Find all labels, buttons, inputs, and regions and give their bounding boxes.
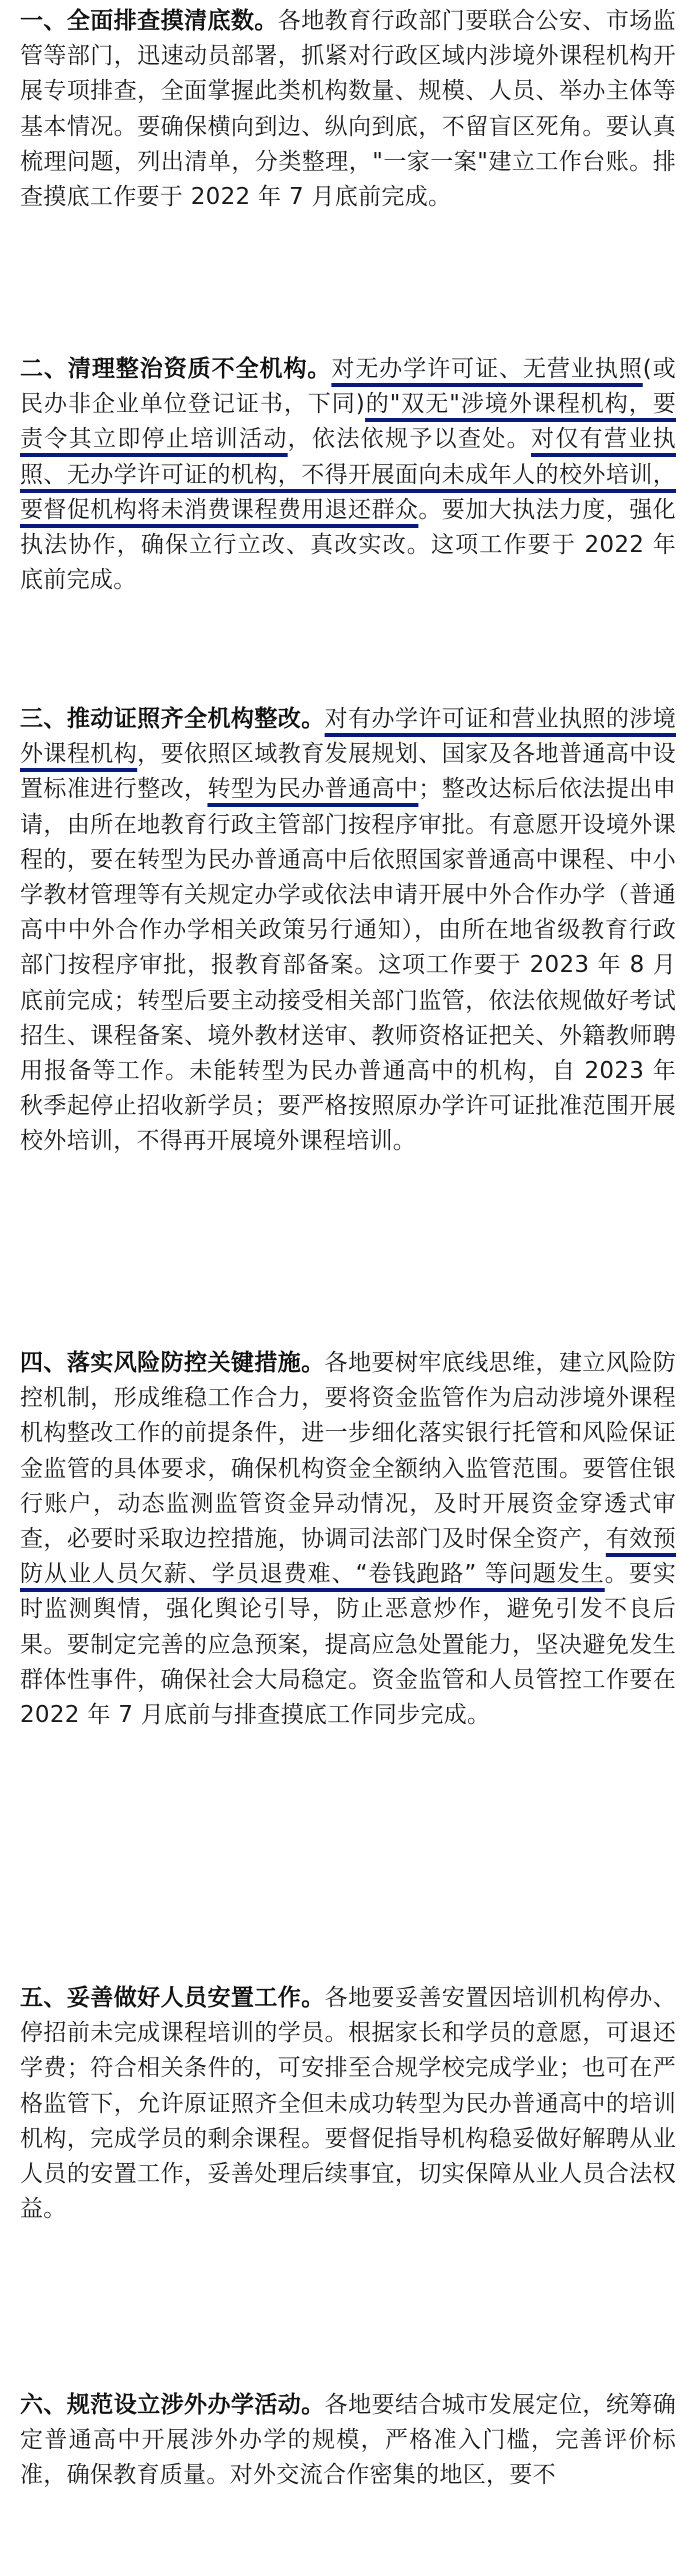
section-1: [20, 4, 676, 215]
section-2: [20, 352, 676, 598]
section-3-underlined-1: 对有办学许可证和营业执照的涉境外课程机构: [20, 706, 677, 768]
section-3-underlined-3: 转型为民办普通高中: [207, 776, 419, 803]
section-2-text-4: ，依法依规予以查处。: [287, 426, 532, 453]
section-3: [20, 702, 676, 1160]
section-2-underlined-3: 的"双无"涉境外课程机构，要责令其立即停止培训活动: [20, 391, 676, 453]
section-6-heading: 六、规范设立涉外办学活动。: [20, 2392, 325, 2418]
section-5: [20, 1981, 676, 2227]
section-2-underlined-5: 对仅有营业执照、无办学许可证的机构，不得开展面向未成年人的校外培训，要督促机构将未消费课程费用退还群众: [20, 426, 676, 523]
section-3-heading: 三、推动证照齐全机构整改。: [20, 706, 325, 732]
section-2-text-6: 。要加大执法力度，强化执法协作，确保立行立改、真改实改。这项工作要于 2022 年底前完成。: [20, 496, 676, 594]
section-2-underlined-1: 对无办学许可证、无营业执照: [331, 356, 643, 382]
section-4-underlined-2: 有效预防从业人员欠薪、学员退费难、“卷钱跑路” 等问题发生: [20, 1526, 676, 1588]
section-6-text-1: 各地要结合城市发展定位，统筹确定普通高中开展涉外办学的规模，严格准入门槛，完善评价标准，确保教育质量。对外交流合作密集的地区，要不: [20, 2392, 677, 2489]
section-4: [20, 1346, 676, 1733]
section-4-heading: 四、落实风险防控关键措施。: [20, 1350, 325, 1376]
section-2-heading: 二、清理整治资质不全机构。: [20, 356, 332, 382]
section-2-text-2: (或民办非企业单位登记证书，下同): [20, 356, 677, 418]
section-5-heading: 五、妥善做好人员安置工作。: [20, 1985, 325, 2011]
section-3-text-2: ，要依照区域教育发展规划、国家及各地普通高中设置标准进行整改，: [20, 741, 676, 803]
section-1-text-1: 各地教育行政部门要联合公安、市场监管等部门，迅速动员部署，抓紧对行政区域内涉境外课程机构开展专项排查，全面掌握此类机构数量、规模、人员、举办主体等基本情况。要确保横向到边、纵向到底，不留盲区死角。要认真梳理问题，列出清单，分类整理，"一家一案"建立工作台账。排查摸底工作要于 2022 年 7 月底前完成。: [20, 8, 676, 211]
section-3-text-4: ；整改达标后依法提出申请，由所在地教育行政主管部门按程序审批。有意愿开设境外课程的，要在转型为民办普通高中后依照国家普通高中课程、中小学教材管理等有关规定办学或依法申请开展中外合作办学（普通高中中外合作办学相关政策另行通知），由所在地省级教育行政部门按程序审批，报教育部备案。这项工作要于 2023 年 8 月底前完成；转型后要主动接受相关部门监管，依法依规做好考试招生、课程备案、境外教材送审、教师资格证把关、外籍教师聘用报备等工作。未能转型为民办普通高中的机构，自 2023 年秋季起停止招收新学员；要严格按照原办学许可证批准范围开展校外培训，不得再开展境外课程培训。: [20, 776, 677, 1155]
section-4-text-1: 各地要树牢底线思维，建立风险防控机制，形成维稳工作合力，要将资金监管作为启动涉境外课程机构整改工作的前提条件，进一步细化落实银行托管和风险保证金监管的具体要求，确保机构资金全额纳入监管范围。要管住银行账户，动态监测监管资金异动情况，及时开展资金穿透式审查，必要时采取边控措施，协调司法部门及时保全资产，: [20, 1350, 677, 1553]
section-5-text-1: 各地要妥善安置因培训机构停办、停招前未完成课程培训的学员。根据家长和学员的意愿，可退还学费；符合相关条件的，可安排至合规学校完成学业；也可在严格监管下，允许原证照齐全但未成功转型为民办普通高中的培训机构，完成学员的剩余课程。要督促指导机构稳妥做好解聘从业人员的安置工作，妥善处理后续事宜，切实保障从业人员合法权益。: [20, 1985, 677, 2223]
section-6: [20, 2388, 676, 2494]
section-1-heading: 一、全面排查摸清底数。: [20, 8, 278, 34]
section-4-text-3: 。要实时监测舆情，强化舆论引导，防止恶意炒作，避免引发不良后果。要制定完善的应急预案，提高应急处置能力，坚决避免发生群体性事件，确保社会大局稳定。资金监管和人员管控工作要在 2022 年 7 月底前与排查摸底工作同步完成。: [20, 1561, 676, 1729]
